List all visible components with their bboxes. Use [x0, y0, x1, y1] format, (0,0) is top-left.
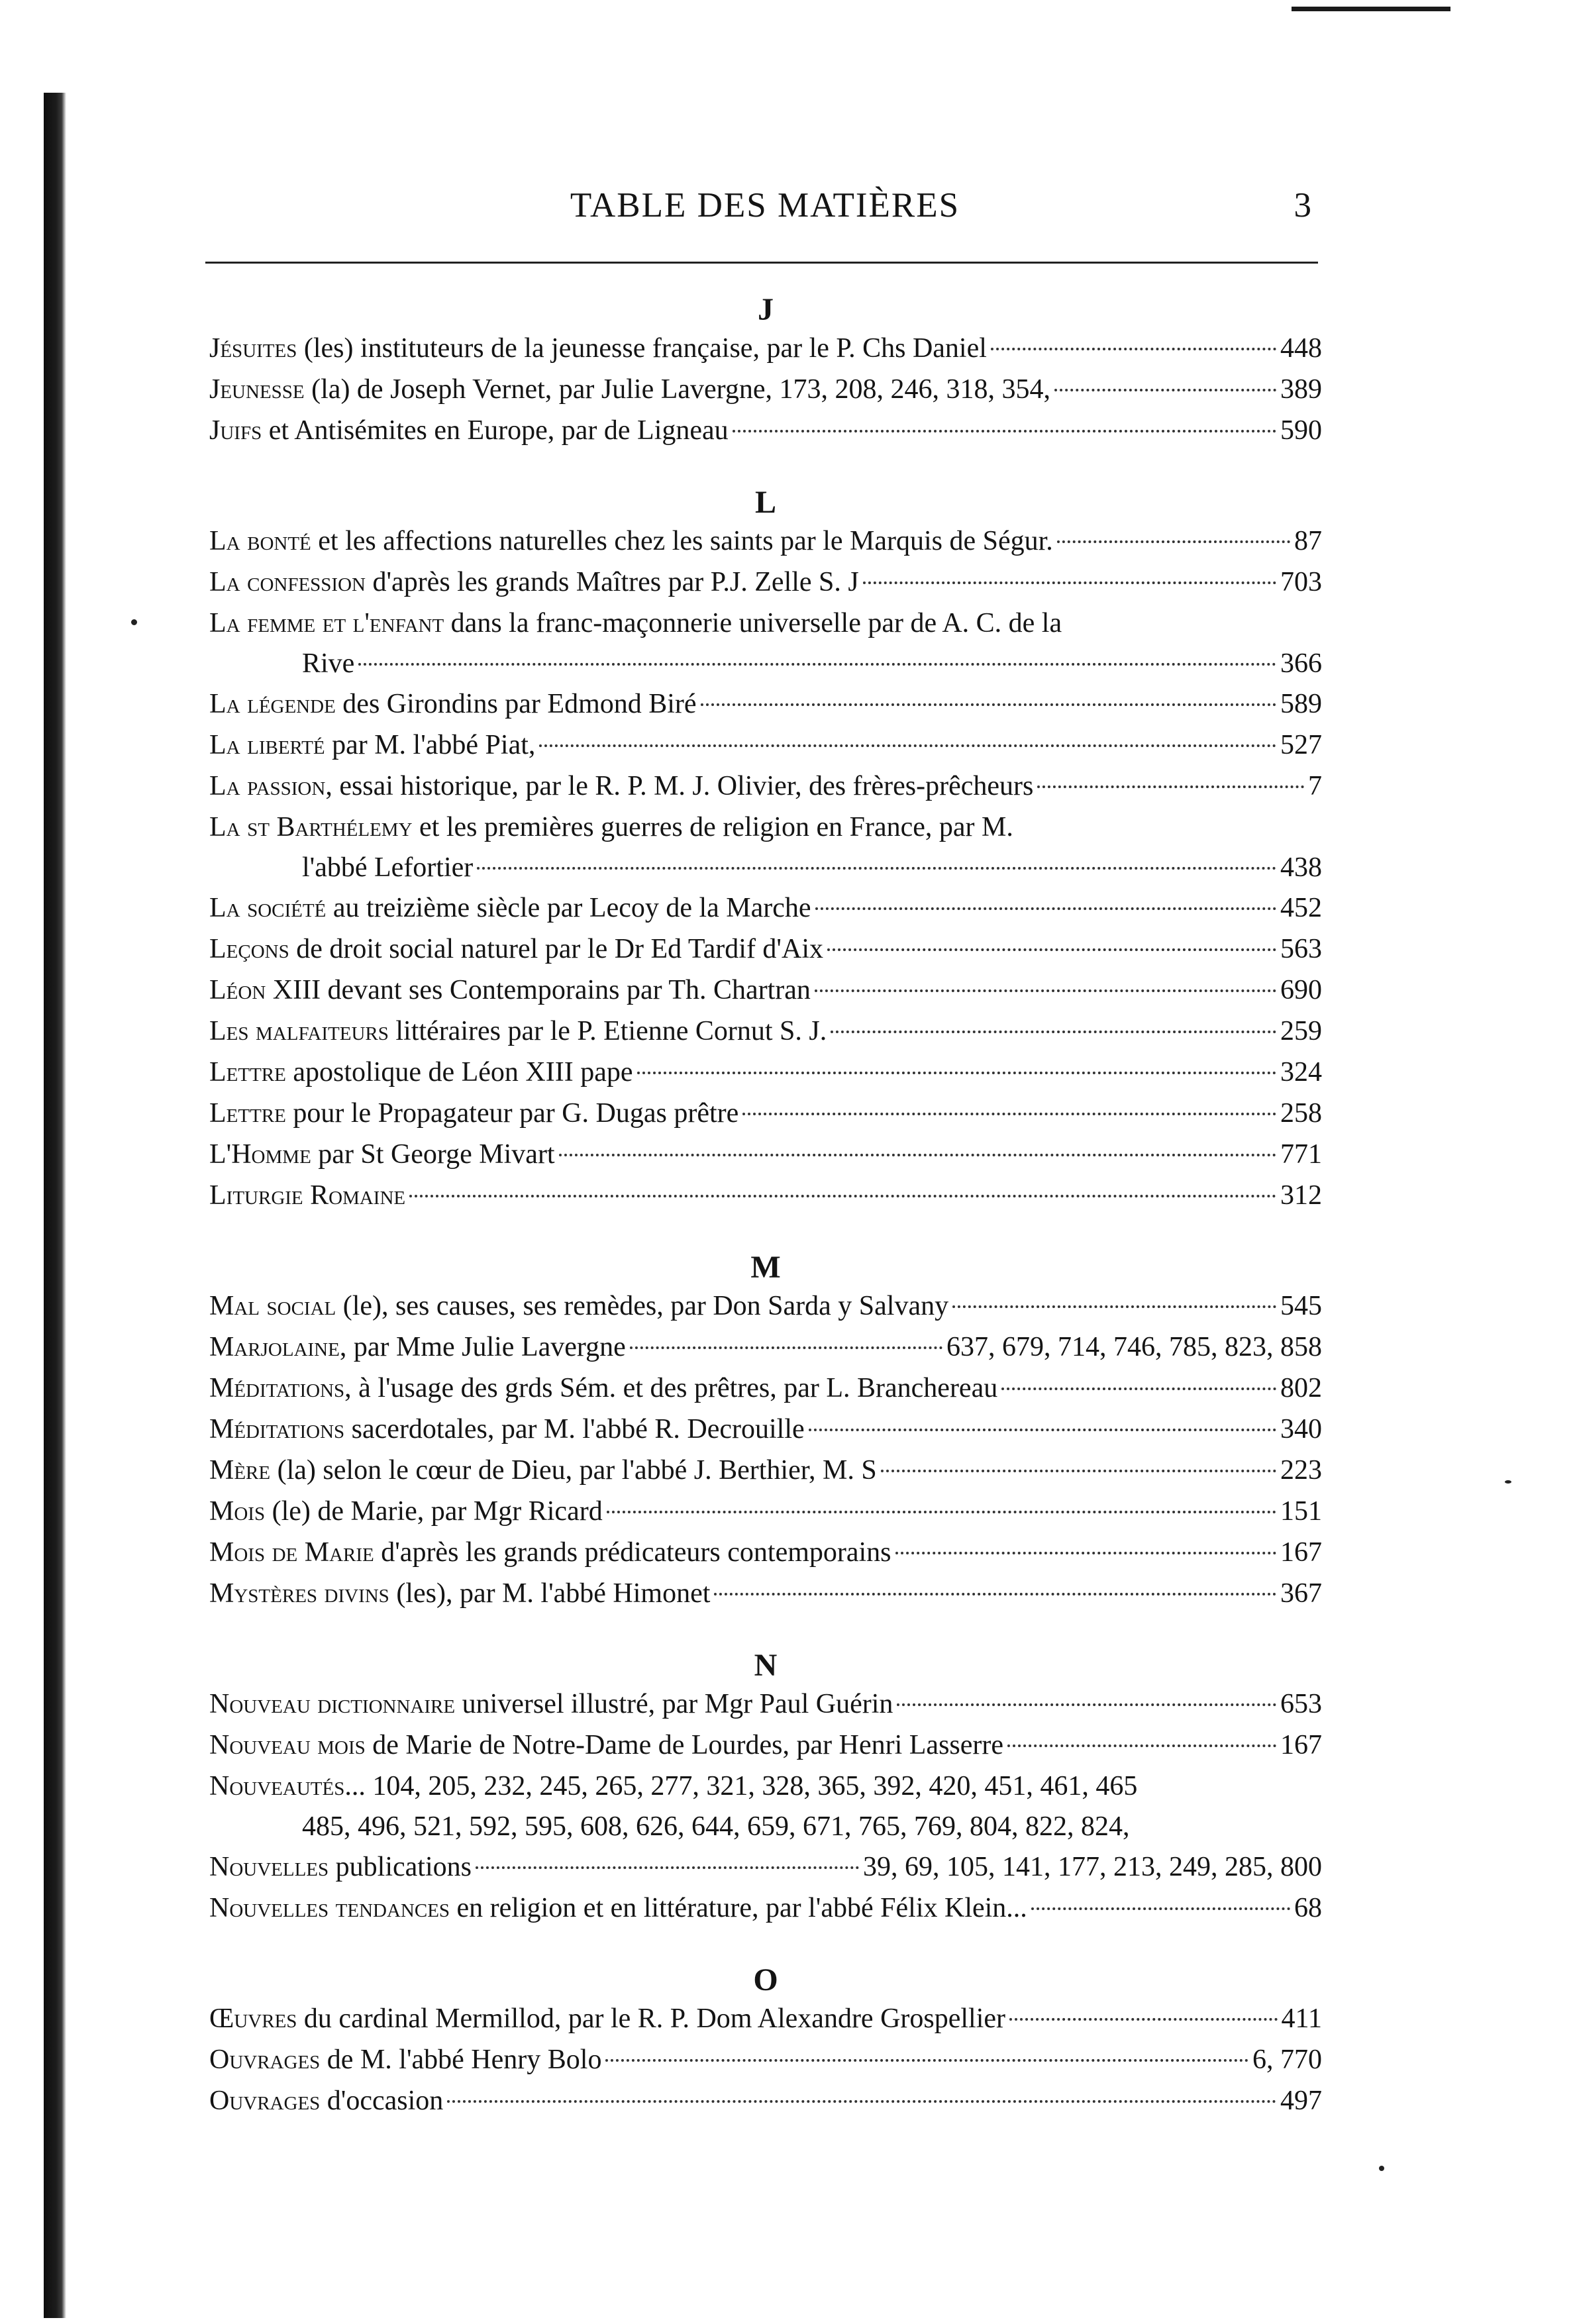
entry-keyword: Liturgie Romaine: [209, 1180, 406, 1211]
entry-text: [209, 1684, 893, 1725]
page-reference: 690: [1280, 975, 1322, 1005]
entry-text: [209, 1409, 805, 1450]
entry-keyword: Nouveau dictionnaire: [209, 1689, 456, 1719]
page-reference: 151: [1280, 1496, 1322, 1527]
scan-speck: [1379, 2166, 1384, 2171]
dot-leader: [1054, 389, 1276, 391]
page-reference: 589: [1280, 689, 1322, 719]
table-of-contents: [209, 278, 1322, 2154]
entry-text: [209, 1450, 877, 1491]
entry-keyword: La légende: [209, 689, 336, 719]
toc-entry: [209, 766, 1322, 807]
toc-entry: [209, 807, 1322, 848]
page-reference: 340: [1280, 1414, 1322, 1444]
page-reference: 366: [1280, 648, 1322, 679]
entry-text: [209, 562, 859, 603]
toc-entry: [209, 1888, 1322, 1929]
entry-keyword: Mois: [209, 1496, 266, 1527]
page-reference: 497: [1280, 2086, 1322, 2116]
entry-text: [209, 410, 729, 451]
page-reference: 167: [1280, 1537, 1322, 1568]
dot-leader: [897, 1703, 1276, 1706]
entry-text: [209, 1368, 997, 1409]
entry-keyword: Mois de Marie: [209, 1537, 374, 1568]
entry-continuation: [209, 848, 1322, 887]
page-reference: 68: [1294, 1893, 1322, 1923]
section-o: [209, 1962, 1322, 2121]
toc-entry: [209, 369, 1322, 410]
entry-title: par St George Mivart: [311, 1139, 555, 1170]
entry-keyword: Lettre: [209, 1098, 286, 1129]
entry-keyword: La st Barthélemy: [209, 812, 413, 842]
entry-keyword: Ouvrages: [209, 2086, 321, 2116]
toc-entry: [209, 1684, 1322, 1725]
toc-entry: [209, 1011, 1322, 1052]
entry-title: du cardinal Mermillod, par le R. P. Dom Alexandre Grospellier: [297, 2003, 1006, 2034]
dot-leader: [991, 348, 1276, 350]
page-reference: 637, 679, 714, 746, 785, 823, 858: [946, 1332, 1322, 1362]
entry-keyword: Mystères divins: [209, 1578, 389, 1609]
toc-entry: [209, 887, 1322, 929]
dot-leader: [1037, 785, 1304, 788]
entry-text: [209, 1491, 603, 1532]
entry-title: pour le Propagateur par G. Dugas prêtre: [285, 1098, 739, 1129]
entry-keyword: La femme et l'enfant: [209, 608, 444, 638]
page-reference: 324: [1280, 1057, 1322, 1087]
dot-leader: [1057, 540, 1290, 543]
toc-entry: [209, 1766, 1322, 1807]
entry-title: apostolique de Léon XIII pape: [285, 1057, 633, 1087]
dot-leader: [1001, 1388, 1276, 1390]
page-reference: 223: [1280, 1455, 1322, 1486]
entry-title: d'après les grands Maîtres par P.J. Zelle S. J: [365, 567, 859, 597]
dot-leader: [733, 430, 1276, 432]
page-reference: 653: [1280, 1689, 1322, 1719]
entry-text: [209, 1888, 1027, 1929]
entry-text: [209, 603, 1062, 644]
page-reference: 167: [1280, 1730, 1322, 1760]
toc-entry: [209, 1409, 1322, 1450]
section-letter: N: [754, 1648, 778, 1683]
page-reference: 6, 770: [1252, 2045, 1322, 2075]
toc-entry: [209, 1573, 1322, 1614]
dot-leader: [409, 1195, 1276, 1197]
entry-keyword: Mère: [209, 1455, 271, 1486]
page-reference: 259: [1280, 1016, 1322, 1046]
entry-keyword: La liberté: [209, 730, 325, 760]
entry-keyword: Nouvelles tendances: [209, 1893, 450, 1923]
page-reference: 7: [1308, 771, 1322, 801]
entry-continuation: [209, 644, 1322, 683]
page-reference: 438: [1280, 852, 1322, 883]
entry-keyword: La bonté: [209, 526, 311, 556]
entry-keyword: La confession: [209, 567, 366, 597]
toc-entry: [209, 1450, 1322, 1491]
dot-leader: [476, 1866, 859, 1869]
toc-entry: [209, 929, 1322, 970]
page-reference: 389: [1280, 374, 1322, 405]
entry-keyword: La passion: [209, 771, 326, 801]
page-reference: 527: [1280, 730, 1322, 760]
toc-entry: [209, 2039, 1322, 2080]
entry-text: [209, 1134, 555, 1175]
entry-keyword: Léon: [209, 975, 266, 1005]
entry-keyword: Méditations: [209, 1414, 345, 1444]
toc-entry: [209, 562, 1322, 603]
dot-leader: [742, 1113, 1276, 1115]
entry-title: (le), ses causes, ses remèdes, par Don Sarda y Salvany: [336, 1291, 949, 1321]
entry-text: [209, 1725, 1003, 1766]
entry-text: [209, 1998, 1005, 2039]
entry-keyword: Marjolaine: [209, 1332, 340, 1362]
section-letter: M: [750, 1250, 781, 1285]
page-reference: 802: [1280, 1373, 1322, 1403]
entry-text: [209, 1573, 710, 1614]
continuation-text: Rive: [302, 648, 355, 679]
page-reference: 703: [1280, 567, 1322, 597]
header-rule: [205, 262, 1318, 264]
page-title: TABLE DES MATIÈRES: [570, 186, 960, 225]
entry-title: universel illustré, par Mgr Paul Guérin: [455, 1689, 893, 1719]
entry-title: (la) selon le cœur de Dieu, par l'abbé J. Berthier, M. S: [270, 1455, 877, 1486]
toc-entry: [209, 1998, 1322, 2039]
page-reference: 545: [1280, 1291, 1322, 1321]
page-number: 3: [1294, 186, 1311, 225]
dot-leader: [815, 989, 1276, 992]
entry-title: de Marie de Notre-Dame de Lourdes, par Henri Lasserre: [365, 1730, 1004, 1760]
page-reference: 367: [1280, 1578, 1322, 1609]
toc-entry: [209, 1093, 1322, 1134]
dot-leader: [714, 1593, 1276, 1595]
entry-title: (les) instituteurs de la jeunesse française, par le P. Chs Daniel: [297, 333, 987, 364]
toc-entry: [209, 521, 1322, 562]
entry-text: [209, 1286, 948, 1327]
entry-title: ... 104, 205, 232, 245, 265, 277, 321, 328, 365, 392, 420, 451, 461, 465: [344, 1771, 1138, 1801]
entry-keyword: Ouvrages: [209, 2045, 321, 2075]
entry-text: [209, 970, 811, 1011]
entry-keyword: L'Homme: [209, 1139, 311, 1170]
entry-title: des Girondins par Edmond Biré: [335, 689, 697, 719]
dot-leader: [895, 1552, 1276, 1554]
toc-entry: [209, 1327, 1322, 1368]
toc-entry: [209, 1725, 1322, 1766]
entry-title: (le) de Marie, par Mgr Ricard: [265, 1496, 603, 1527]
dot-leader: [630, 1346, 942, 1349]
entry-title: et les premières guerres de religion en France, par M.: [412, 812, 1013, 842]
entry-keyword: Jésuites: [209, 333, 297, 364]
entry-keyword: Les malfaiteurs: [209, 1016, 389, 1046]
dot-leader: [539, 744, 1276, 747]
entry-continuation: [209, 1807, 1322, 1846]
dot-leader: [358, 663, 1276, 666]
continuation-text: 485, 496, 521, 592, 595, 608, 626, 644, 659, 671, 765, 769, 804, 822, 824,: [302, 1811, 1130, 1842]
entry-text: [209, 369, 1050, 410]
section-n: [209, 1647, 1322, 1929]
page-reference: 87: [1294, 526, 1322, 556]
toc-entry: [209, 1368, 1322, 1409]
toc-entry: [209, 603, 1322, 644]
dot-leader: [863, 581, 1276, 584]
entry-title: littéraires par le P. Etienne Cornut S. J.: [388, 1016, 827, 1046]
page-reference: 563: [1280, 934, 1322, 964]
toc-entry: [209, 1052, 1322, 1093]
toc-entry: [209, 410, 1322, 451]
entry-keyword: Juifs: [209, 415, 262, 446]
toc-entry: [209, 1134, 1322, 1175]
entry-title: d'occasion: [320, 2086, 444, 2116]
entry-text: [209, 328, 987, 369]
entry-keyword: Jeunesse: [209, 374, 305, 405]
dot-leader: [809, 1429, 1276, 1431]
entry-title: sacerdotales, par M. l'abbé R. Decrouille: [344, 1414, 805, 1444]
page-reference: 411: [1281, 2003, 1322, 2034]
entry-text: [209, 766, 1033, 807]
dot-leader: [815, 907, 1276, 910]
dot-leader: [881, 1470, 1276, 1472]
dot-leader: [1007, 1744, 1276, 1747]
entry-title: publications: [329, 1852, 472, 1882]
entry-text: [209, 807, 1013, 848]
entry-title: (la) de Joseph Vernet, par Julie Lavergne, 173, 208, 246, 318, 354,: [304, 374, 1051, 405]
dot-leader: [605, 2059, 1248, 2062]
section-letter: L: [754, 485, 776, 520]
entry-keyword: Leçons: [209, 934, 289, 964]
entry-title: XIII devant ses Contemporains par Th. Chartran: [266, 975, 811, 1005]
entry-text: [209, 521, 1053, 562]
entry-title: en religion et en littérature, par l'abbé Félix Klein...: [450, 1893, 1027, 1923]
toc-entry: [209, 970, 1322, 1011]
entry-text: [209, 1327, 626, 1368]
entry-keyword: Nouvelles: [209, 1852, 329, 1882]
entry-title: , essai historique, par le R. P. M. J. Olivier, des frères-prêcheurs: [325, 771, 1034, 801]
entry-title: de M. l'abbé Henry Bolo: [320, 2045, 602, 2075]
entry-keyword: Œuvres: [209, 2003, 297, 2034]
dot-leader: [559, 1154, 1276, 1156]
entry-title: et les affections naturelles chez les saints par le Marquis de Ségur.: [311, 526, 1053, 556]
toc-entry: [209, 2080, 1322, 2121]
section-m: [209, 1249, 1322, 1614]
entry-text: [209, 1175, 405, 1216]
entry-title: (les), par M. l'abbé Himonet: [389, 1578, 711, 1609]
entry-text: [209, 1011, 827, 1052]
entry-title: d'après les grands prédicateurs contemporains: [374, 1537, 891, 1568]
entry-keyword: Méditations: [209, 1373, 345, 1403]
page-reference: 39, 69, 105, 141, 177, 213, 249, 285, 800: [863, 1852, 1322, 1882]
toc-entry: [209, 1175, 1322, 1216]
entry-keyword: Mal social: [209, 1291, 336, 1321]
toc-entry: [209, 1286, 1322, 1327]
page-reference: 452: [1280, 893, 1322, 923]
entry-title: par M. l'abbé Piat,: [325, 730, 536, 760]
entry-text: [209, 887, 811, 929]
section-letter: O: [753, 1962, 778, 1997]
entry-title: dans la franc-maçonnerie universelle par de A. C. de la: [444, 608, 1062, 638]
page-reference: 590: [1280, 415, 1322, 446]
toc-entry: [209, 683, 1322, 725]
entry-title: et Antisémites en Europe, par de Ligneau: [262, 415, 729, 446]
dot-leader: [477, 867, 1276, 870]
dot-leader: [701, 703, 1276, 706]
entry-keyword: Nouveautés: [209, 1771, 345, 1801]
entry-text: [209, 1532, 891, 1573]
toc-entry: [209, 1491, 1322, 1532]
toc-entry: [209, 1846, 1322, 1888]
running-header: [205, 185, 1325, 238]
toc-entry: [209, 1532, 1322, 1573]
scanned-page-spine: [44, 93, 66, 2318]
entry-text: [209, 1093, 738, 1134]
entry-title: au treizième siècle par Lecoy de la Marche: [326, 893, 811, 923]
entry-text: [209, 683, 697, 725]
dot-leader: [831, 1031, 1276, 1033]
toc-entry: [209, 328, 1322, 369]
continuation-text: l'abbé Lefortier: [302, 852, 474, 883]
dot-leader: [1031, 1907, 1290, 1910]
entry-keyword: Nouveau mois: [209, 1730, 366, 1760]
entry-text: [209, 2080, 443, 2121]
entry-title: de droit social naturel par le Dr Ed Tardif d'Aix: [289, 934, 823, 964]
dot-leader: [827, 948, 1276, 951]
entry-text: [209, 1052, 633, 1093]
scan-speck: [131, 619, 137, 625]
scan-edge-rule: [1292, 7, 1450, 11]
entry-text: [209, 929, 823, 970]
entry-text: [209, 725, 535, 766]
entry-text: [209, 1766, 1137, 1807]
page-reference: 448: [1280, 333, 1322, 364]
section-letter: J: [758, 292, 774, 327]
entry-title: , par Mme Julie Lavergne: [339, 1332, 626, 1362]
dot-leader: [1009, 2018, 1278, 2021]
dot-leader: [952, 1305, 1276, 1308]
entry-title: , à l'usage des grds Sém. et des prêtres, par L. Branchereau: [344, 1373, 998, 1403]
page-reference: 258: [1280, 1098, 1322, 1129]
dot-leader: [447, 2100, 1276, 2103]
dot-leader: [637, 1072, 1276, 1074]
scan-speck: [1505, 1480, 1511, 1484]
entry-text: [209, 2039, 601, 2080]
section-l: [209, 484, 1322, 1216]
entry-text: [209, 1846, 472, 1888]
dot-leader: [607, 1511, 1276, 1513]
section-j: [209, 291, 1322, 451]
page-reference: 771: [1280, 1139, 1322, 1170]
entry-keyword: Lettre: [209, 1057, 286, 1087]
entry-keyword: La société: [209, 893, 327, 923]
toc-entry: [209, 725, 1322, 766]
page-reference: 312: [1280, 1180, 1322, 1211]
